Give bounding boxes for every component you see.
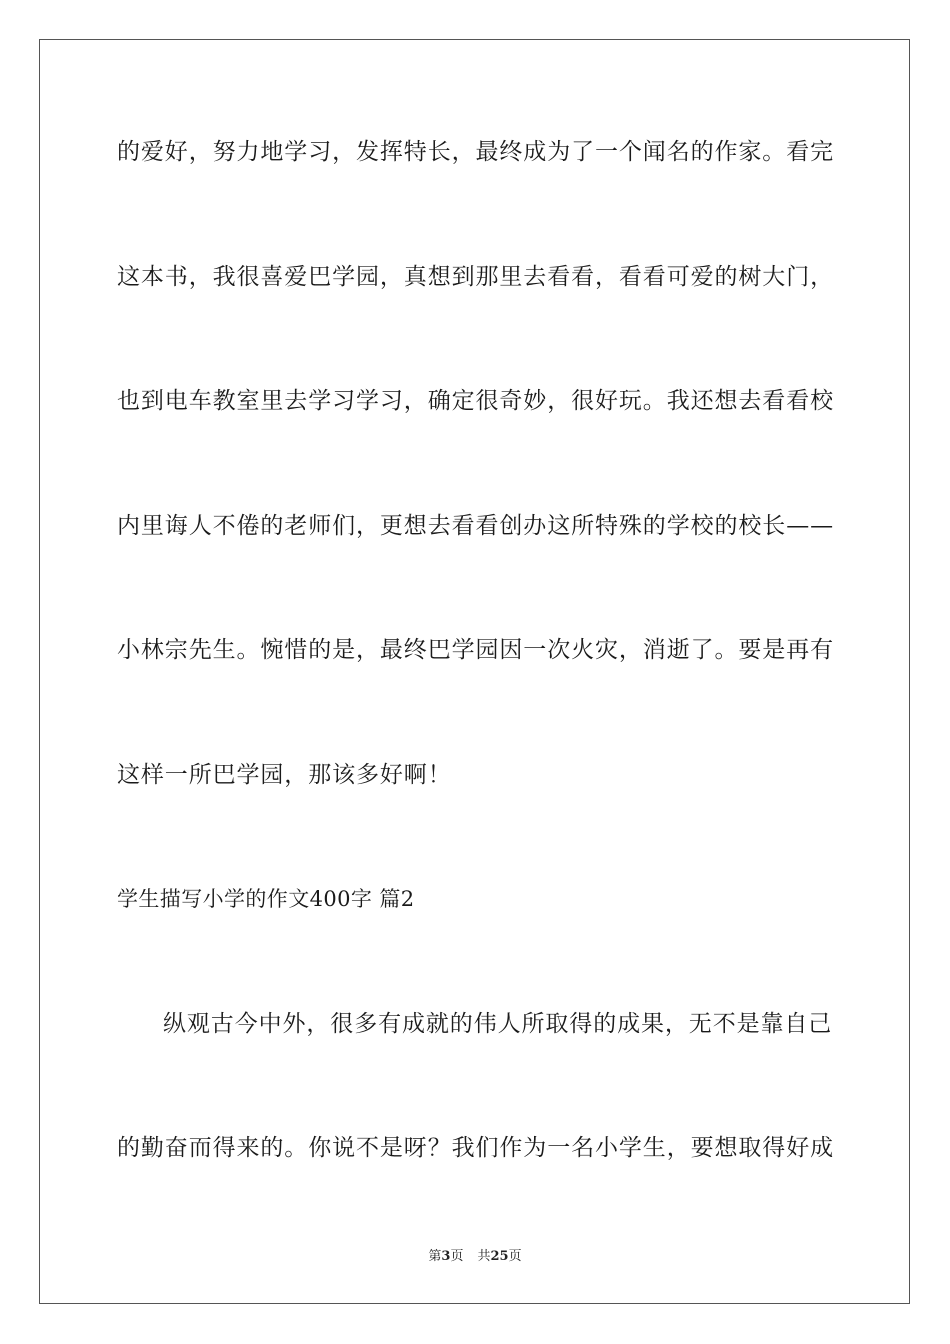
body-line-3: 也到电车教室里去学习学习，确定很奇妙，很好玩。我还想去看看校 [117, 388, 834, 414]
page-footer [0, 1248, 950, 1266]
footer-page-total: 25 [490, 1249, 509, 1264]
footer-page-current: 3 [441, 1249, 451, 1264]
body-line-6: 这样一所巴学园，那该多好啊！ [117, 762, 452, 788]
section2-line-1: 纵观古今中外，很多有成就的伟人所取得的成果，无不是靠自己 [163, 1011, 833, 1037]
footer-page-suffix: 页 [450, 1249, 464, 1264]
footer-page-prefix: 第 [428, 1249, 442, 1264]
page-border [39, 39, 910, 1304]
section2-line-2: 的勤奋而得来的。你说不是呀？我们作为一名小学生，要想取得好成 [117, 1135, 834, 1161]
footer-total-suffix: 页 [508, 1249, 522, 1264]
body-line-4: 内里诲人不倦的老师们，更想去看看创办这所特殊的学校的校长—— [117, 513, 834, 539]
body-line-5: 小林宗先生。惋惜的是，最终巴学园因一次火灾，消逝了。要是再有 [117, 637, 834, 663]
footer-total-prefix: 共 [477, 1249, 491, 1264]
body-line-2: 这本书，我很喜爱巴学园，真想到那里去看看，看看可爱的树大门， [117, 264, 834, 290]
section-heading: 学生描写小学的作文400字 篇2 [117, 887, 415, 911]
body-line-1: 的爱好，努力地学习，发挥特长，最终成为了一个闻名的作家。看完 [117, 139, 834, 165]
